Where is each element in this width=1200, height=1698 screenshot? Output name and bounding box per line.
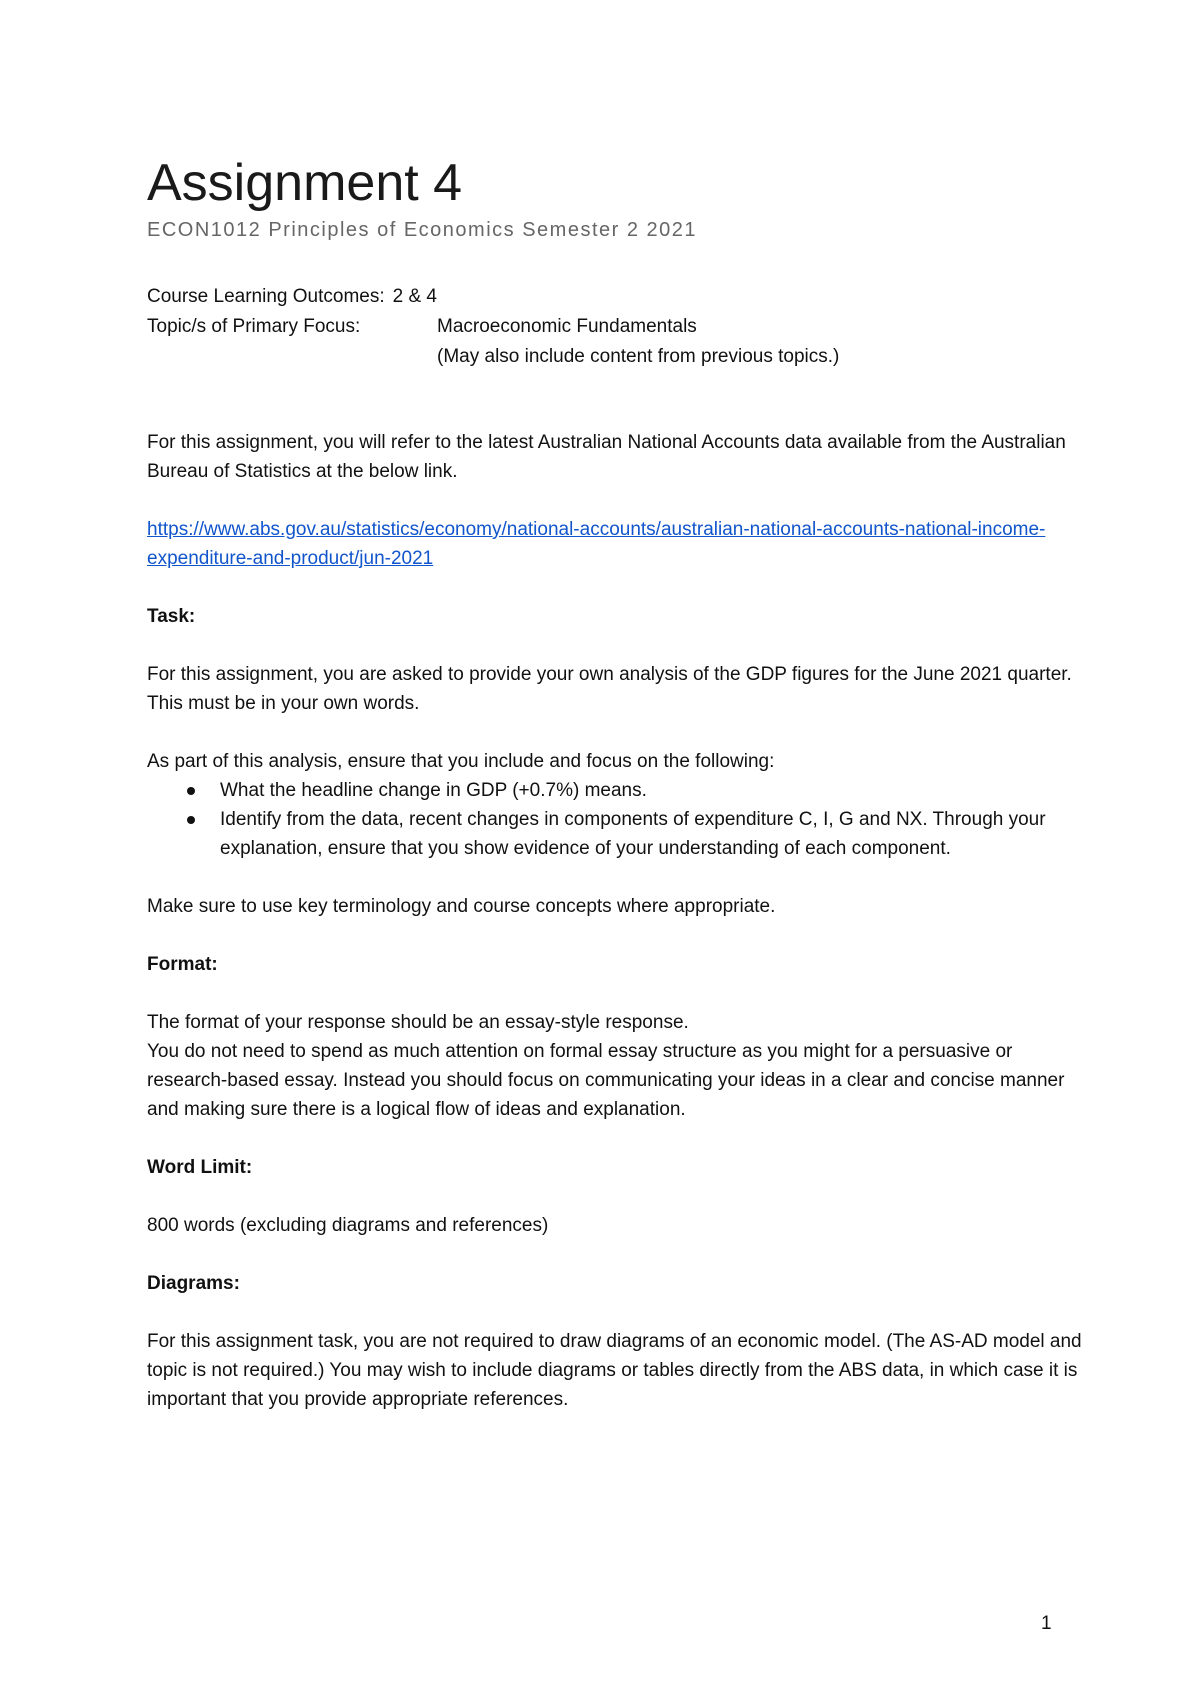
abs-data-link[interactable]: https://www.abs.gov.au/statistics/economy/national-accounts/australian-national-accounts-national-income-expenditure-and-product/jun-2021 — [147, 519, 1046, 569]
word-limit-heading: Word Limit: — [147, 1157, 253, 1178]
page-number: 1 — [1041, 1613, 1052, 1634]
course-subtitle: ECON1012 Principles of Economics Semester 2 2021 — [147, 219, 698, 241]
task-heading: Task: — [147, 606, 196, 627]
outcomes-label: Course Learning Outcomes: — [147, 286, 385, 307]
page-title: Assignment 4 — [147, 154, 463, 212]
document-body — [147, 152, 1087, 1414]
bullet-icon — [187, 816, 195, 824]
word-limit-text: 800 words (excluding diagrams and references) — [147, 1215, 549, 1236]
format-line-2: You do not need to spend as much attention on formal essay structure as you might for a persuasive or research-based essay. Instead you should focus on communicating your ideas in a clear and concise manner and making sure there is a logical flow of ideas and explanation. — [147, 1041, 1065, 1120]
bullet-icon — [187, 787, 195, 795]
abs-link-paragraph — [147, 515, 1087, 573]
course-meta — [147, 282, 1087, 372]
outcomes-row — [147, 282, 1087, 312]
topic-note: (May also include content from previous topics.) — [437, 346, 840, 367]
outcomes-value: 2 & 4 — [392, 286, 437, 307]
list-item — [147, 776, 1087, 805]
topic-value: Macroeconomic Fundamentals — [437, 316, 697, 337]
topic-row — [147, 312, 1087, 342]
task-paragraph-1: For this assignment, you are asked to provide your own analysis of the GDP figures for the June 2021 quarter. This must be in your own words. — [147, 664, 1072, 714]
intro-paragraph: For this assignment, you will refer to the latest Australian National Accounts data available from the Australian Bureau of Statistics at the below link. — [147, 432, 1066, 482]
diagrams-heading: Diagrams: — [147, 1273, 240, 1294]
format-heading: Format: — [147, 954, 218, 975]
bullet-text: Identify from the data, recent changes in components of expenditure C, I, G and NX. Through your explanation, ensure that you show evidence of your understanding of each component. — [220, 809, 1046, 859]
format-line-1: The format of your response should be an essay-style response. — [147, 1012, 689, 1033]
task-bullet-list — [147, 776, 1087, 863]
task-paragraph-2: As part of this analysis, ensure that you include and focus on the following: — [147, 751, 775, 772]
task-paragraph-3: Make sure to use key terminology and course concepts where appropriate. — [147, 896, 776, 917]
list-item — [147, 805, 1087, 863]
bullet-text: What the headline change in GDP (+0.7%) means. — [220, 780, 647, 801]
diagrams-text: For this assignment task, you are not required to draw diagrams of an economic model. (The AS-AD model and topic is not required.) You may wish to include diagrams or tables directly from the ABS data, in which case it is important that you provide appropriate references. — [147, 1331, 1082, 1410]
topic-label: Topic/s of Primary Focus: — [147, 316, 361, 337]
